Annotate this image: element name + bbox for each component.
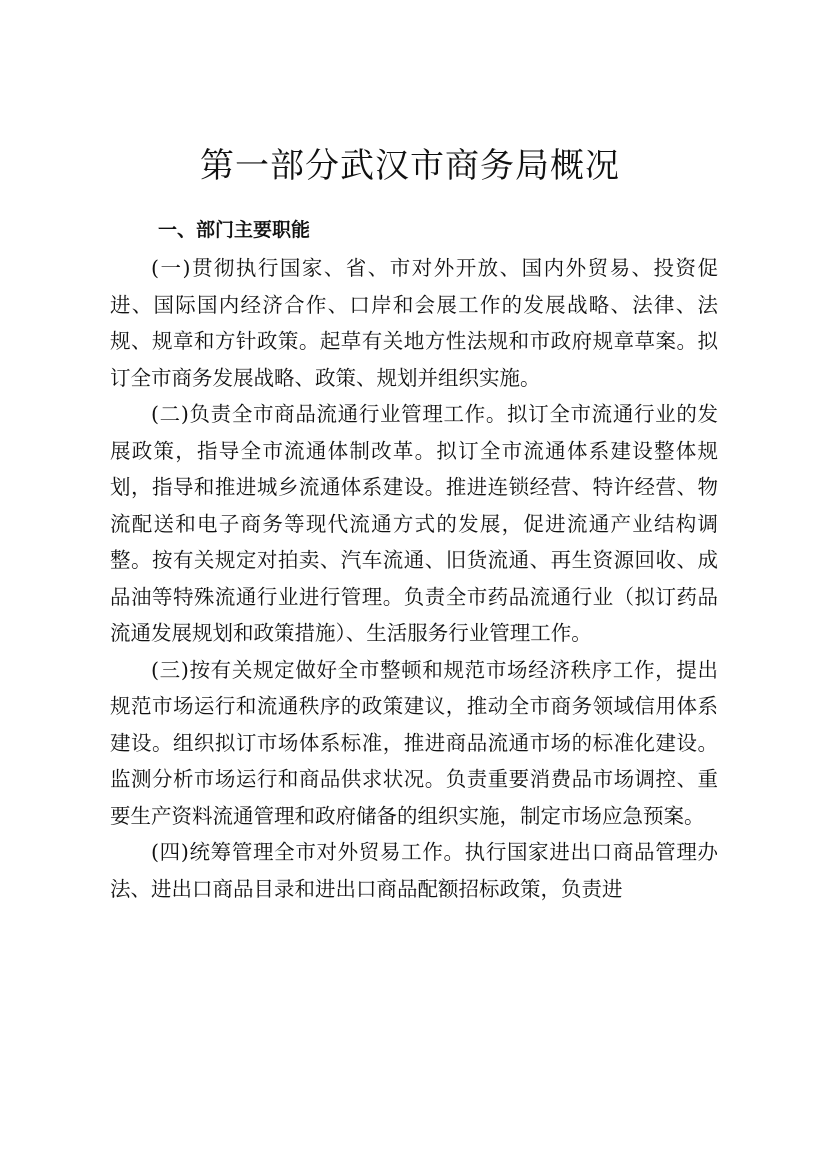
paragraph-4: (四)统筹管理全市对外贸易工作。执行国家进出口商品管理办法、进出口商品目录和进出口商品配额招标政策，负责进	[110, 840, 718, 901]
paragraph-2: (二)负责全市商品流通行业管理工作。拟订全市流通行业的发展政策，指导全市流通体制改革。拟订全市流通体系建设整体规划，指导和推进城乡流通体系建设。推进连锁经营、特许经营、物流配送和电子商务等现代流通方式的发展，促进流通产业结构调整。按有关规定对拍卖、汽车流通、旧货流通、再生资源回收、成品油等特殊流通行业进行管理。负责全市药品流通行业（拟订药品流通发展规划和政策措施）、生活服务行业管理工作。	[110, 402, 718, 645]
paragraph-1: (一)贯彻执行国家、省、市对外开放、国内外贸易、投资促进、国际国内经济合作、口岸和会展工作的发展战略、法律、法规、规章和方针政策。起草有关地方性法规和市政府规章草案。拟订全市商务发展战略、政策、规划并组织实施。	[110, 256, 718, 390]
paragraph-3: (三)按有关规定做好全市整顿和规范市场经济秩序工作，提出规范市场运行和流通秩序的政策建议，推动全市商务领域信用体系建设。组织拟订市场体系标准，推进商品流通市场的标准化建设。监测分析市场运行和商品供求状况。负责重要消费品市场调控、重要生产资料流通管理和政府储备的组织实施，制定市场应急预案。	[110, 657, 718, 828]
section-heading: 一、部门主要职能	[158, 219, 311, 241]
document-body	[110, 250, 718, 907]
page-title: 第一部分武汉市商务局概况	[200, 146, 620, 186]
